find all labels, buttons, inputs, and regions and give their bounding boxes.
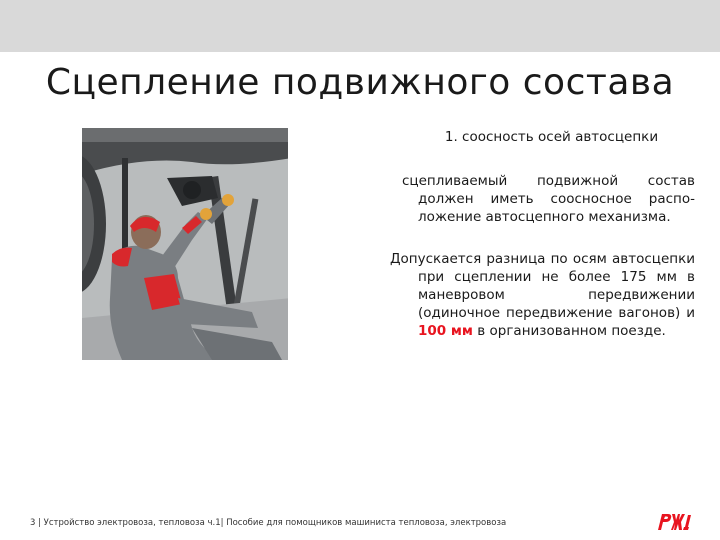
content-text-block	[390, 128, 695, 340]
point-heading: 1. соосность осей автосцепки	[444, 129, 659, 145]
worker-coupling-photo	[82, 128, 292, 360]
slide-title: Сцепление подвижного состава	[45, 62, 675, 103]
header-band	[0, 0, 720, 52]
paragraph-requirement: сцепливаемый подвижной состав должен иметь соосносное распо-ложение автосцепного механизма.	[402, 173, 695, 225]
footer-caption: 3 | Устройство электровоза, тепловоза ч.1| Пособие для помощников машиниста тепловоза, электровоза	[30, 518, 507, 528]
rzd-logo-icon	[656, 512, 692, 532]
tolerance-text: Допускается разница по осям автосцепки при сцеплении не более 175 мм в маневровом передвижении (одиночное передвижение вагонов) и	[390, 251, 695, 321]
tolerance-text-end: в организованном поезде.	[477, 323, 666, 339]
paragraph-tolerance	[390, 250, 695, 340]
tolerance-highlight: 100 мм	[418, 323, 473, 339]
